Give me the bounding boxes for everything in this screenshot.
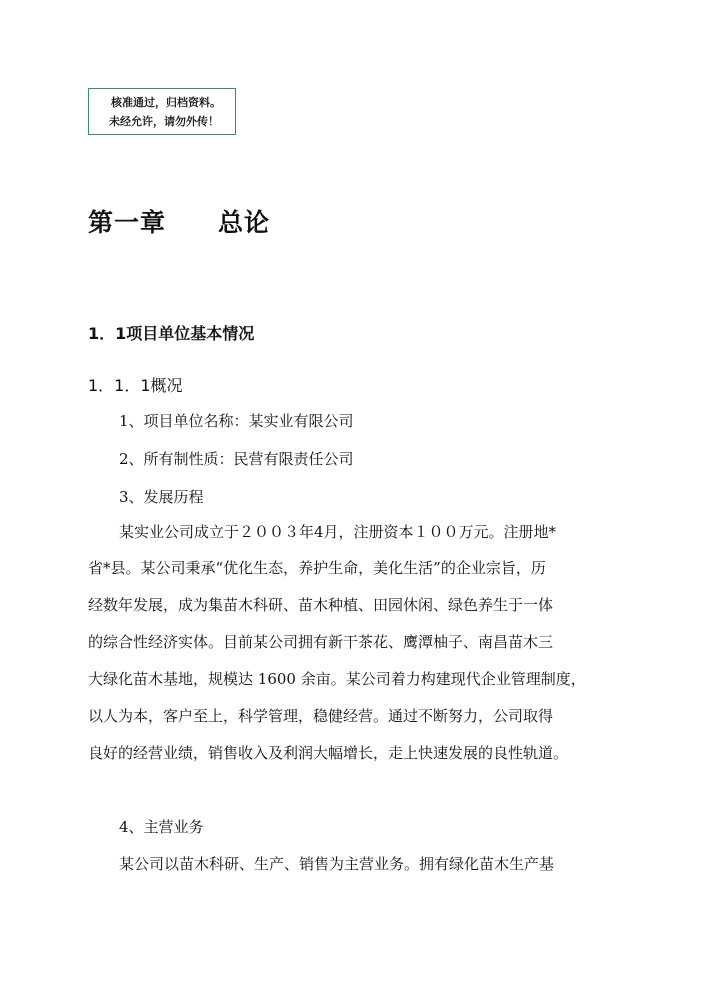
history-paragraph-line: 某实业公司成立于２００３年4月，注册资本１００万元。注册地* [119, 523, 557, 541]
stamp-line-1: 核准通过，归档资料。 [111, 96, 221, 109]
history-paragraph-line: 良好的经营业绩，销售收入及利润大幅增长，走上快速发展的良性轨道。 [88, 744, 569, 762]
history-paragraph-line: 经数年发展，成为集苗木科研、苗木种植、田园休闲、绿色养生于一体 [88, 596, 554, 614]
list-item-main-business: 4、主营业务 [119, 818, 204, 836]
subsection-heading: 1．1．1概况 [88, 376, 183, 395]
history-paragraph-line: 大绿化苗木基地，规模达 1600 余亩。某公司着力构建现代企业管理制度， [88, 670, 586, 688]
section-heading: 1．1项目单位基本情况 [88, 324, 255, 343]
list-item-ownership: 2、所有制性质：民营有限责任公司 [119, 450, 354, 468]
history-paragraph-line: 省*县。某公司秉承“优化生态，养护生命，美化生活”的企业宗旨，历 [88, 559, 546, 577]
business-paragraph-line: 某公司以苗木科研、生产、销售为主营业务。拥有绿化苗木生产基 [119, 855, 555, 873]
list-item-history: 3、发展历程 [119, 488, 204, 506]
history-paragraph-line: 以人为本，客户至上，科学管理，稳健经营。通过不断努力，公司取得 [88, 707, 554, 725]
chapter-number: 第一章 [88, 208, 167, 237]
chapter-heading [88, 203, 270, 239]
chapter-title: 总论 [218, 208, 271, 237]
list-item-company-name: 1、项目单位名称：某实业有限公司 [119, 412, 354, 430]
approval-stamp [88, 88, 236, 135]
history-paragraph-line: 的综合性经济实体。目前某公司拥有新干茶花、鹰潭柚子、南昌苗木三 [88, 633, 554, 651]
stamp-line-2: 未经允许，请勿外传！ [109, 115, 219, 128]
